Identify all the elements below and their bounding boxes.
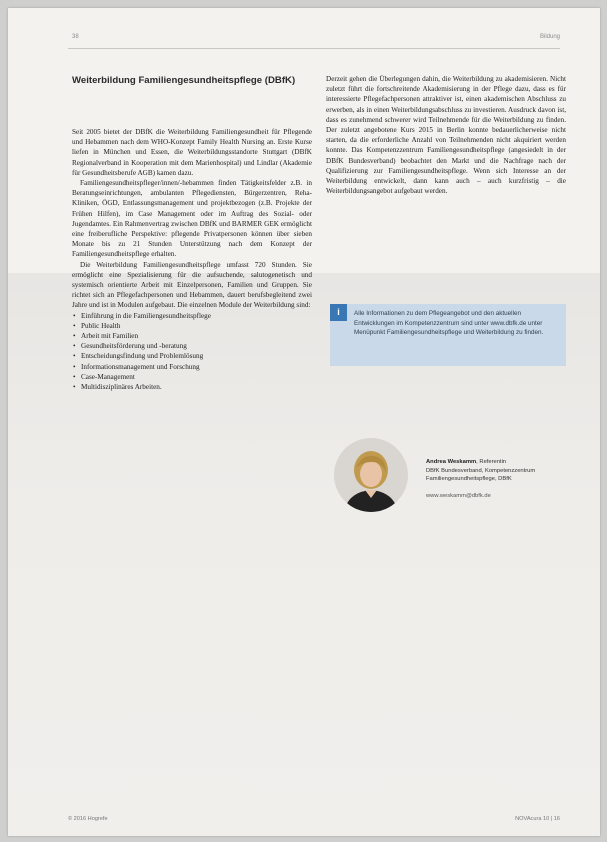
- list-item: • Public Health: [81, 321, 312, 331]
- section-label: Bildung: [539, 34, 560, 40]
- author-org: DBfK Bundesverband, Kompetenzzentrum: [426, 467, 536, 474]
- list-item: • Multidisziplinäres Arbeiten.: [81, 382, 312, 392]
- info-box-text: Alle Informationen zu dem Pflegeangebot und den aktuellen Entwicklungen im Kompetenzzentrum sind unter www.dbfk.de unter Menüpunkt Familiengesundheitspflege und Weiterbildung zu finden.: [354, 310, 544, 337]
- right-column: [326, 74, 566, 196]
- left-column: [72, 127, 312, 392]
- author-name: Andrea Weskamm: [426, 459, 477, 465]
- paragraph: Familiengesundheitspfleger/innen/-hebammen finden Tätigkeitsfelder z.B. in Beratungseinrichtungen, ambulanten Pflegediensten, Bürgerzentren, Reha-Kliniken, ÖGD, Entlassungsmanagement und projektbezogen (z.B. Projekte der Frühen Hilfen), im Case Management oder im Auftrag des Sozial- oder Jugendamtes. Ein Rahmenvertrag zwischen DBfK und BARMER GEK ermöglicht eine freiberufliche Perspektive: pflegende Privatpersonen können über sieben Monate bis zu 21 Stunden Unterstützung nach dem Konzept der Familiengesundheitspflege erhalten.: [72, 179, 312, 259]
- list-item: • Einführung in die Familiengesundheitspflege: [81, 311, 312, 321]
- paragraph: Seit 2005 bietet der DBfK die Weiterbildung Familiengesundheit für Pflegende und Hebammen nach dem WHO-Konzept Family Health Nursing an. Erste Kurse liefen in München und Essen, die Weiterbildungsstandorte Stuttgart (DBfK Regionalverband in Kooperation mit dem Marienhospital) und Lindlar (Akademie für Gesundheitsberufe AGB) kamen dazu.: [72, 128, 312, 177]
- magazine-page: [8, 8, 600, 836]
- paragraph: Derzeit gehen die Überlegungen dahin, die Weiterbildung zu akademisieren. Nicht zuletzt führt die fortschreitende Akademisierung in der Pflege dazu, dass es für interessierte Pflegefachpersonen attraktiver ist, einen akademischen Abschluss zu erwerben, als in einen Weiterbildungsabschluss zu investieren. Ausdruck davon ist, dass es zunehmend schwerer wird Teilnehmende für die Weiterbildung zu finden. Der zuletzt angebotene Kurs 2015 in Berlin konnte bedauerlicherweise nicht starten, da die erforderliche Anzahl von Teilnehmenden nicht akquiriert werden konnte. Das Kompetenzzentrum Familiengesundheitspflege (angesiedelt in der DBfK Bundesverband) beobachtet den Markt und die Nachfrage nach der Qualifizierung zur Familiengesundheitspflege. Wenn sich Interesse an der Weiterbildung entwickelt, dann kann auch – auch kurzfristig – die Weiterbildungsangebot aufgebaut werden.: [326, 75, 566, 196]
- author-photo: [334, 438, 408, 512]
- module-list: [72, 311, 312, 393]
- header-rule: [68, 48, 560, 49]
- author-info: [426, 458, 576, 500]
- info-box: [330, 304, 566, 366]
- list-item: • Arbeit mit Familien: [81, 331, 312, 341]
- list-item: • Case-Management: [81, 372, 312, 382]
- list-item: • Gesundheitsförderung und -beratung: [81, 341, 312, 351]
- article-title: Weiterbildung Familiengesundheitspflege (DBfK): [72, 75, 296, 86]
- info-icon: i: [330, 304, 347, 321]
- footer-right: NOVAcura 10 | 16: [515, 816, 560, 822]
- author-role: , Referentin: [476, 459, 507, 465]
- portrait-image: [334, 438, 408, 512]
- list-item: • Informationsmanagement und Forschung: [81, 362, 312, 372]
- list-item: • Entscheidungsfindung und Problemlösung: [81, 351, 312, 361]
- page-number: 38: [72, 34, 79, 40]
- author-website[interactable]: www.weskamm@dbfk.de: [426, 492, 491, 499]
- footer-left: © 2016 Hogrefe: [68, 816, 108, 822]
- author-org: Familiengesundheitspflege, DBfK: [426, 476, 512, 483]
- paragraph: Die Weiterbildung Familiengesundheitspflege umfasst 720 Stunden. Sie ermöglicht eine Spezialisierung für die aufsuchende, salutogenetisch und systemisch orientierte Arbeit mit Einzelpersonen, Familien und Gruppen. Sie richtet sich an Pflegefachpersonen und Hebammen, dauert berufsbegleitend zwei Jahre und ist in Modulen aufgebaut. Die einzelnen Module der Weiterbildung sind:: [72, 260, 312, 310]
